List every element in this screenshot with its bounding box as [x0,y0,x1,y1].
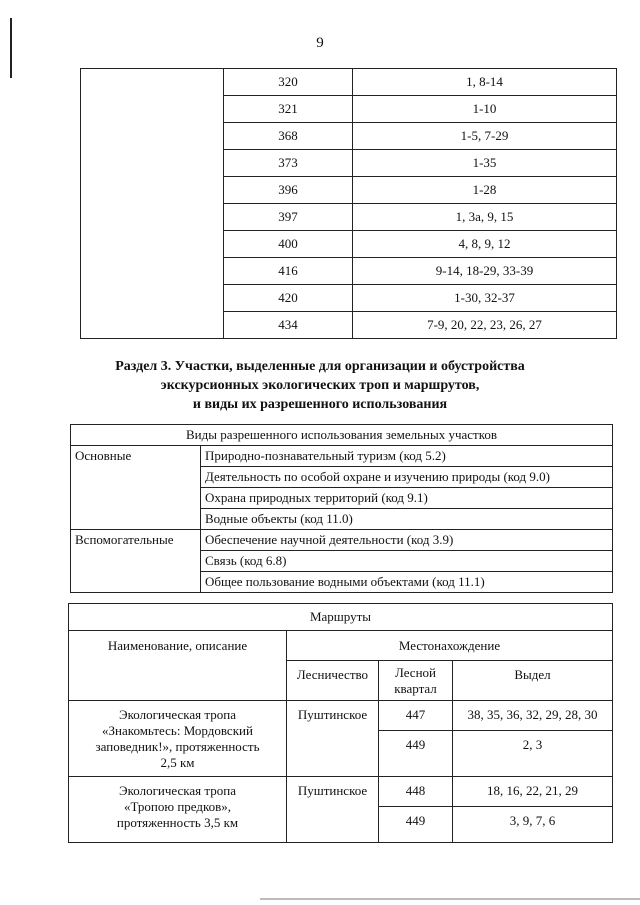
usage-item: Охрана природных территорий (код 9.1) [201,488,613,509]
usage-item: Деятельность по особой охране и изучению природы (код 9.0) [201,467,613,488]
usage-item: Связь (код 6.8) [201,551,613,572]
route-vydel: 3, 9, 7, 6 [453,807,613,843]
route-forestry: Пуштинское [287,777,379,843]
col-location-header: Местонахождение [287,631,613,661]
vydel-cell: 1-35 [353,150,617,177]
vydel-cell: 7-9, 20, 22, 23, 26, 27 [353,312,617,339]
table-row [81,69,617,96]
page-number: 9 [316,35,324,51]
vydel-cell: 1-30, 32-37 [353,285,617,312]
heading-line-1: Раздел 3. Участки, выделенные для организации и обустройства [115,359,525,374]
col-kvartal-header: Лесной квартал [379,661,453,701]
blank-cell [81,69,224,339]
table-row [71,446,613,467]
route-forestry: Пуштинское [287,701,379,777]
usage-item: Водные объекты (код 11.0) [201,509,613,530]
kvartal-cell: 368 [224,123,353,150]
route-vydel: 2, 3 [453,731,613,777]
vydel-cell: 1-5, 7-29 [353,123,617,150]
kvartal-cell: 321 [224,96,353,123]
route-vydel: 18, 16, 22, 21, 29 [453,777,613,807]
usage-category-label: Основные [71,446,201,530]
usage-category-label: Вспомогательные [71,530,201,593]
route-name: Экологическая тропа «Знакомьтесь: Мордовский заповедник!», протяженность 2,5 км [69,701,287,777]
usage-item: Природно-познавательный туризм (код 5.2) [201,446,613,467]
usage-item: Обеспечение научной деятельности (код 3.9) [201,530,613,551]
kvartal-cell: 397 [224,204,353,231]
kvartal-cell: 416 [224,258,353,285]
kvartal-cell: 420 [224,285,353,312]
route-kvartal: 449 [379,731,453,777]
usage-types-table [70,424,613,593]
vydel-cell: 1-10 [353,96,617,123]
scan-edge [260,898,640,900]
usage-table-header: Виды разрешенного использования земельных участков [71,425,613,446]
vydel-cell: 1, 8-14 [353,69,617,96]
kvartal-cell: 400 [224,231,353,258]
kvartal-cell: 396 [224,177,353,204]
routes-table [68,603,613,843]
table-row [71,530,613,551]
route-kvartal: 449 [379,807,453,843]
table-row [69,701,613,731]
kvartal-cell: 320 [224,69,353,96]
usage-item: Общее пользование водными объектами (код 11.1) [201,572,613,593]
route-vydel: 38, 35, 36, 32, 29, 28, 30 [453,701,613,731]
route-name: Экологическая тропа «Тропою предков», протяженность 3,5 км [69,777,287,843]
kvartal-table [80,68,617,339]
col-name-header: Наименование, описание [69,631,287,701]
route-kvartal: 447 [379,701,453,731]
section-heading [0,357,640,414]
col-vydel-header: Выдел [453,661,613,701]
vydel-cell: 1, 3а, 9, 15 [353,204,617,231]
heading-line-3: и виды их разрешенного использования [192,397,448,412]
kvartal-cell: 434 [224,312,353,339]
heading-line-2: экскурсионных экологических троп и маршрутов, [160,378,480,393]
vydel-cell: 4, 8, 9, 12 [353,231,617,258]
routes-title: Маршруты [69,604,613,631]
route-kvartal: 448 [379,777,453,807]
vydel-cell: 1-28 [353,177,617,204]
kvartal-cell: 373 [224,150,353,177]
col-forestry-header: Лесничество [287,661,379,701]
table-row [69,777,613,807]
vydel-cell: 9-14, 18-29, 33-39 [353,258,617,285]
